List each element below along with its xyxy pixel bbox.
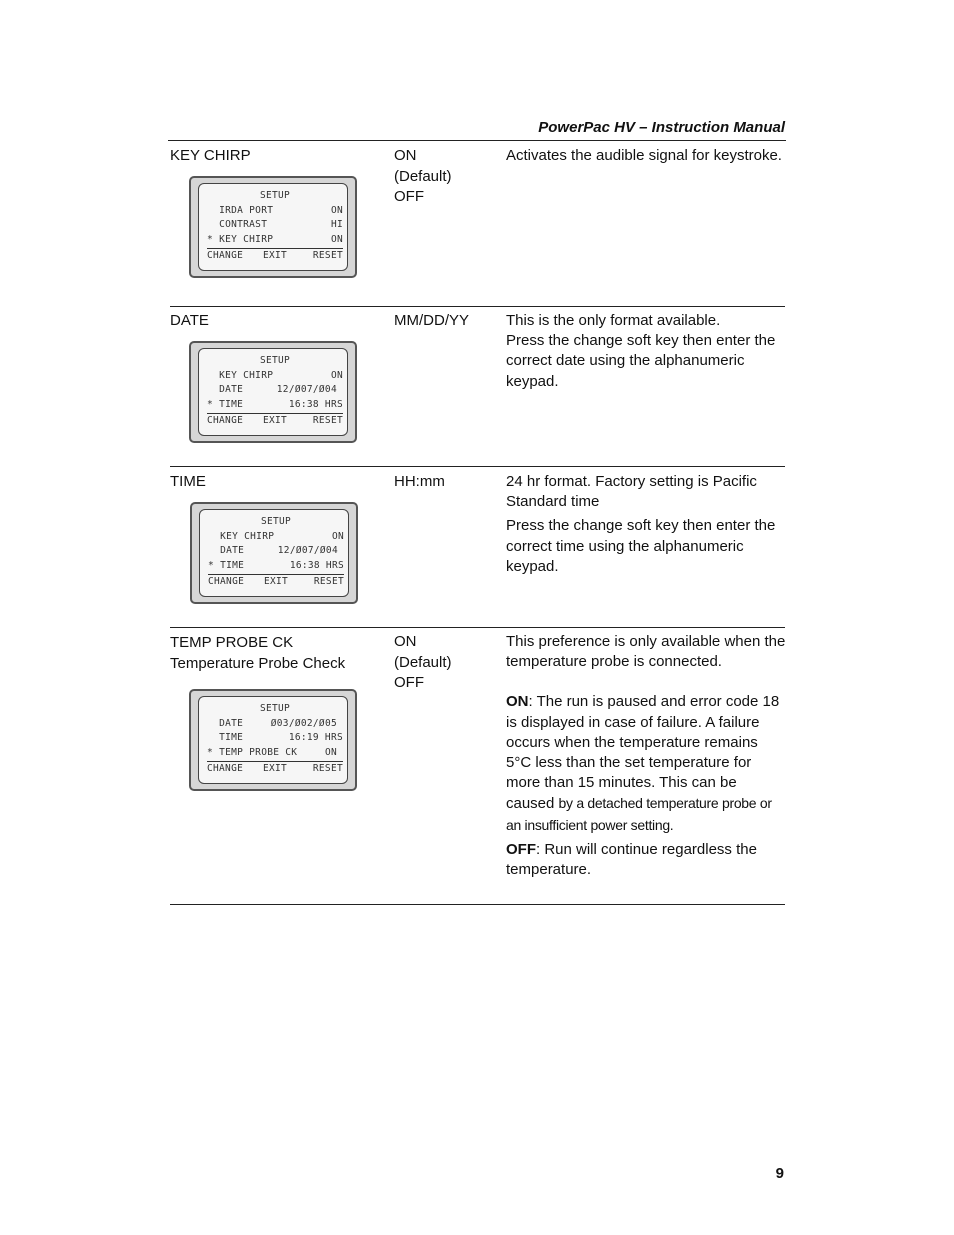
description-text: Press the change soft key then enter the correct time using the alphanumeric keypad. (506, 517, 776, 575)
softkey-exit: EXIT (264, 576, 289, 587)
lcd-label: TIME (219, 732, 244, 743)
lcd-value: 16:38 HRS (289, 559, 344, 571)
lcd-marker (207, 718, 213, 729)
setting-values (394, 311, 494, 332)
lcd-label: TIME (219, 398, 244, 410)
lcd-title: SETUP (259, 703, 291, 714)
lcd-softkeys (207, 762, 343, 775)
setting-description (506, 472, 786, 577)
description-text: Activates the audible signal for keystroke. (506, 147, 782, 164)
softkey-exit: EXIT (263, 250, 288, 261)
lcd-softkeys (207, 249, 343, 262)
lcd-label: IRDA PORT (219, 204, 274, 216)
lcd-value: 12/Ø07/Ø04 (276, 384, 343, 395)
setting-value: HH:mm (394, 473, 445, 490)
setting-description (506, 632, 786, 880)
setting-name-block (170, 632, 390, 674)
row-divider (170, 306, 785, 307)
lcd-display (190, 502, 358, 604)
header-rule (168, 140, 786, 141)
lcd-title: SETUP (259, 355, 291, 366)
lcd-marker (207, 370, 213, 381)
lcd-value: ON (330, 369, 343, 381)
lcd-display (189, 689, 357, 791)
softkey-exit: EXIT (263, 763, 288, 774)
on-text: : The run is paused and error code 18 is displayed in case of failure. A failure occurs when the temperature remains 5°C less than the set temperature for more than 15 minutes. This can be caused (506, 693, 780, 813)
lcd-value: ON (330, 204, 343, 216)
lcd-marker (207, 219, 213, 230)
lcd-marker (208, 531, 214, 542)
lcd-label: TIME (220, 559, 245, 571)
softkey-reset: RESET (313, 576, 344, 587)
softkey-change: CHANGE (207, 250, 244, 261)
lcd-value: ON (330, 233, 343, 245)
lcd-marker (207, 732, 213, 743)
off-text: : Run will continue regardless the temperature. (506, 840, 757, 879)
setting-subtitle: Temperature Probe Check (170, 655, 346, 672)
lcd-marker: * (208, 559, 215, 571)
softkey-reset: RESET (312, 415, 343, 426)
description-text: 24 hr format. Factory setting is Pacific Standard time (506, 473, 757, 511)
lcd-value: Ø03/Ø02/Ø05 (270, 717, 343, 729)
lcd-label: KEY CHIRP (220, 530, 275, 542)
setting-values (394, 632, 494, 694)
lcd-marker: * (207, 746, 214, 758)
lcd-softkeys (207, 414, 343, 427)
lcd-screen (207, 189, 343, 262)
setting-value: OFF (394, 674, 424, 691)
lcd-screen (208, 515, 344, 588)
lcd-label: DATE (220, 545, 245, 556)
lcd-title: SETUP (260, 516, 292, 527)
setting-value: ON (394, 147, 417, 164)
lcd-display (189, 341, 357, 443)
setting-value: ON (394, 633, 417, 650)
softkey-exit: EXIT (263, 415, 288, 426)
on-text-cont: by a detached temperature probe or an insufficient power setting. (506, 795, 772, 833)
lcd-value: HI (330, 219, 343, 230)
description-text: This is the only format available. (506, 312, 721, 329)
setting-value: MM/DD/YY (394, 312, 469, 329)
lcd-value: 16:19 HRS (288, 732, 343, 743)
lcd-marker (208, 545, 214, 556)
lcd-value: 12/Ø07/Ø04 (277, 545, 344, 556)
setting-name: DATE (170, 312, 209, 329)
description-on (506, 692, 786, 835)
lcd-value: ON (331, 530, 344, 542)
setting-name: TEMP PROBE CK (170, 634, 294, 651)
page-number: 9 (775, 1165, 784, 1182)
description-intro: This preference is only available when the temperature probe is connected. (506, 633, 786, 671)
off-label: OFF (506, 840, 536, 858)
setting-name: TIME (170, 473, 206, 490)
on-label: ON (506, 693, 529, 711)
row-divider (170, 627, 785, 628)
lcd-screen (207, 702, 343, 775)
softkey-change: CHANGE (208, 576, 245, 587)
lcd-display (189, 176, 357, 278)
setting-value: (Default) (394, 653, 452, 671)
lcd-marker: * (207, 233, 214, 245)
lcd-label: DATE (219, 384, 244, 395)
lcd-label: KEY CHIRP (219, 233, 274, 245)
setting-values (394, 146, 494, 208)
lcd-screen (207, 354, 343, 427)
setting-name: KEY CHIRP (170, 147, 251, 164)
setting-values (394, 472, 494, 493)
setting-description (506, 146, 786, 166)
softkey-change: CHANGE (207, 415, 244, 426)
lcd-value: 16:38 HRS (288, 398, 343, 410)
setting-value: OFF (394, 188, 424, 205)
lcd-label: CONTRAST (219, 219, 268, 230)
softkey-change: CHANGE (207, 763, 244, 774)
description-off (506, 840, 786, 880)
lcd-marker: * (207, 398, 214, 410)
lcd-label: KEY CHIRP (219, 369, 274, 381)
setting-description (506, 311, 786, 392)
lcd-label: DATE (219, 717, 244, 729)
lcd-marker (207, 384, 213, 395)
running-header: PowerPac HV – Instruction Manual (538, 119, 785, 136)
lcd-softkeys (208, 575, 344, 588)
lcd-marker (207, 205, 213, 216)
description-text: Press the change soft key then enter the correct date using the alphanumeric keypad. (506, 332, 776, 390)
softkey-reset: RESET (312, 250, 343, 261)
lcd-value: ON (324, 746, 343, 758)
row-divider (170, 466, 785, 467)
lcd-title: SETUP (259, 190, 291, 201)
lcd-label: TEMP PROBE CK (219, 746, 298, 758)
softkey-reset: RESET (312, 763, 343, 774)
table-bottom-rule (170, 904, 785, 905)
setting-value: (Default) (394, 167, 452, 185)
